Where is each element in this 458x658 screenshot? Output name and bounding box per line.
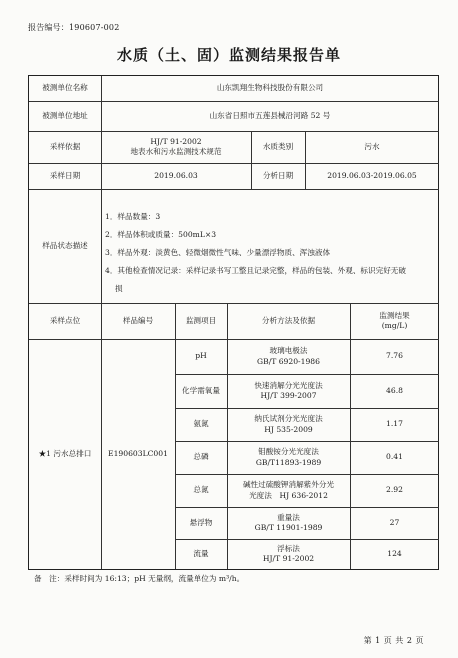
row-result: 27 — [389, 517, 400, 527]
sample-desc-item: 1．样品数量：3 — [105, 212, 161, 221]
sampling-date-value: 2019.06.03 — [154, 170, 198, 180]
sample-desc-item: 4．其他检查情况记录：采样记录书写工整且记录完整，样品的包装、外观、标识完好无破 — [105, 266, 406, 275]
row-result: 7.76 — [386, 351, 403, 361]
row-item: 悬浮物 — [189, 517, 213, 527]
row-item: pH — [195, 351, 207, 361]
row-item: 氨氮 — [193, 419, 209, 429]
result-header-label: 监测结果 — [379, 310, 410, 320]
row-result: 124 — [387, 548, 402, 558]
sample-desc-item: 2．样品体积或质量：500mL×3 — [105, 230, 217, 239]
row-result: 1.17 — [386, 419, 403, 429]
row-method — [227, 441, 350, 474]
analysis-date-label: 分析日期 — [262, 170, 294, 180]
method-name: 纳氏试剂分光光度法 — [254, 414, 323, 424]
col-header-method: 分析方法及依据 — [261, 315, 316, 325]
client-label: 被测单位名称 — [42, 83, 88, 93]
sample-desc-label: 样品状态描述 — [42, 240, 88, 250]
water-type-value: 污水 — [364, 141, 380, 151]
row-result: 0.41 — [386, 452, 403, 462]
row-method — [227, 474, 350, 507]
page-title: 水质（土、固）监测结果报告单 — [116, 46, 341, 64]
method-name: 碱性过硫酸钾消解紫外分光 — [242, 480, 335, 490]
method-standard: 光度法 HJ 636-2012 — [249, 490, 328, 500]
row-result: 46.8 — [386, 385, 403, 395]
basis-value — [101, 131, 251, 163]
row-item: 流量 — [193, 548, 209, 558]
result-header-unit: (mg/L) — [381, 321, 408, 330]
row-item: 总氮 — [193, 485, 209, 495]
row-method — [227, 539, 350, 569]
sample-id: E190603LC001 — [108, 448, 168, 458]
report-table — [28, 75, 439, 570]
method-standard: HJ/T 91-2002 — [262, 554, 315, 563]
report-number: 报告编号：190607-002 — [28, 23, 120, 32]
basis-standard-title: 地表水和污水监测技术规范 — [130, 147, 222, 156]
method-name: 浮标法 — [277, 543, 300, 553]
remarks: 备 注：采样时间为 16:13；pH 无量纲，流量单位为 m³/h。 — [34, 574, 245, 583]
row-method — [227, 374, 350, 408]
basis-standard: HJ/T 91-2002 — [150, 136, 202, 146]
method-name: 重量法 — [277, 512, 300, 522]
sample-desc-list — [101, 208, 439, 298]
method-standard: GB/T11893-1989 — [255, 457, 322, 467]
basis-label: 采样依据 — [49, 141, 81, 151]
method-standard: GB/T 6920-1986 — [257, 356, 320, 366]
address-label: 被测单位地址 — [42, 110, 88, 120]
water-type-label: 水质类别 — [262, 141, 294, 151]
sample-desc-item: 损 — [115, 284, 123, 293]
row-method — [227, 339, 350, 374]
col-header-point: 采样点位 — [49, 315, 81, 325]
sampling-date-label: 采样日期 — [49, 170, 81, 180]
col-header-result — [350, 303, 439, 339]
method-name: 钼酸铵分光光度法 — [258, 447, 319, 457]
col-header-item: 监测项目 — [185, 315, 217, 325]
page-number: 第 1 页 共 2 页 — [363, 636, 424, 645]
method-standard: HJ 535-2009 — [264, 424, 313, 434]
row-method — [227, 507, 350, 539]
sampling-point: ★1 污水总排口 — [38, 448, 92, 458]
row-item: 化学需氧量 — [182, 385, 220, 395]
row-result: 2.92 — [386, 485, 403, 495]
address-value: 山东省日照市五莲县械沿河路 52 号 — [209, 110, 331, 120]
row-method — [227, 408, 350, 441]
method-standard: GB/T 11901-1989 — [254, 523, 323, 532]
method-name: 快速消解分光光度法 — [254, 380, 323, 390]
row-item: 总磷 — [193, 452, 209, 462]
sample-desc-item: 3．样品外观：淡黄色、轻微烟微性气味、少量漂浮物质、浑浊液体 — [105, 248, 331, 257]
col-header-sample-id: 样品编号 — [122, 315, 154, 325]
method-name: 玻璃电极法 — [269, 346, 308, 356]
analysis-date-value: 2019.06.03-2019.06.05 — [327, 170, 417, 180]
client-value: 山东凯翔生物科技股份有限公司 — [216, 83, 324, 93]
method-standard: HJ/T 399-2007 — [260, 391, 317, 400]
